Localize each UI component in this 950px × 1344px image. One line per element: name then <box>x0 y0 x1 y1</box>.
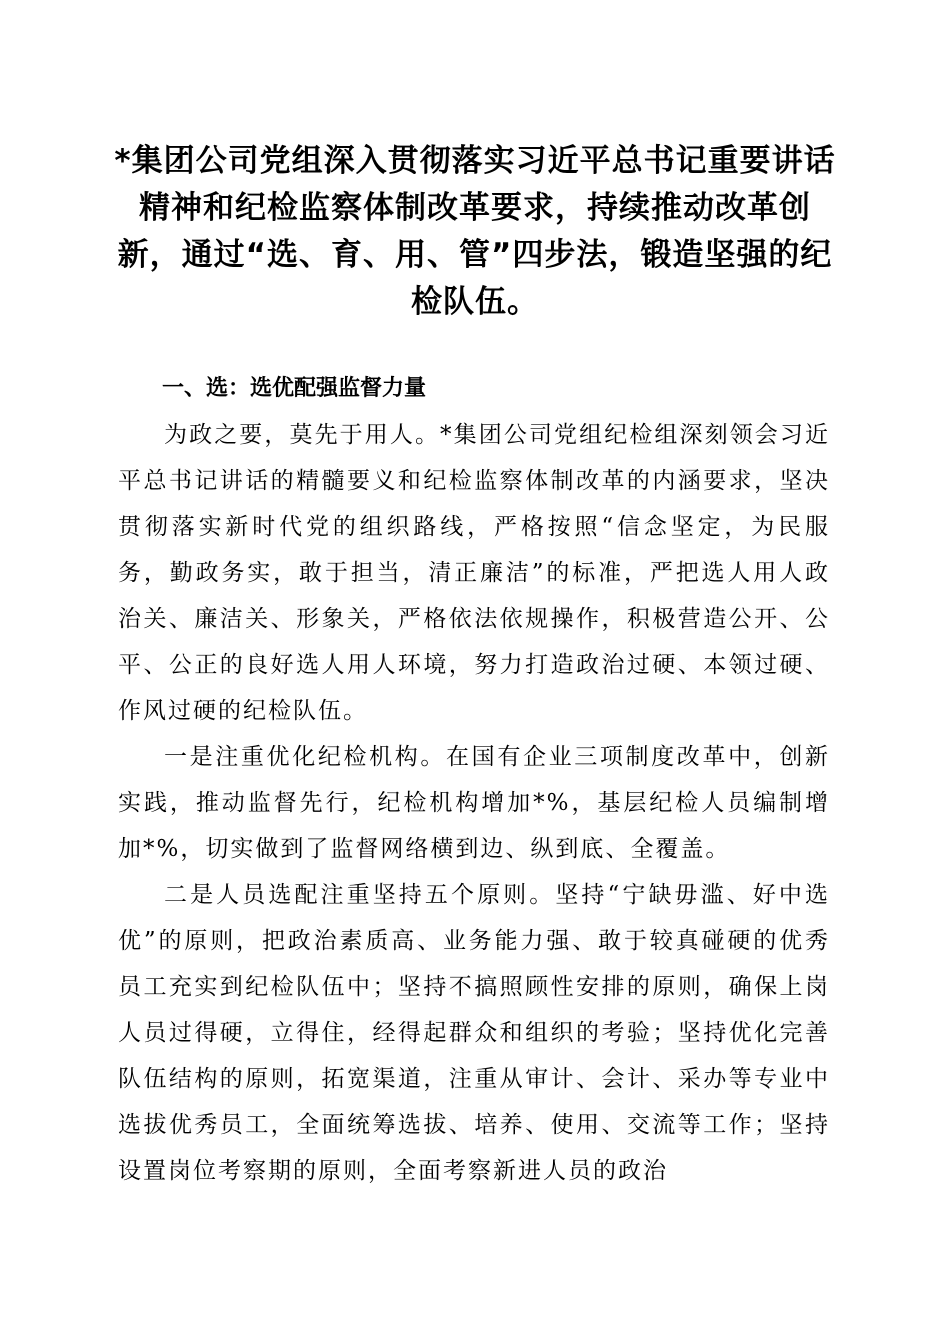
intro-paragraph: 为政之要，莫先于用人。*集团公司党组纪检组深刻领会习近平总书记讲话的精髓要义和纪检监察体制改革的内涵要求，坚决贯彻落实新时代党的组织路线，严格按照“信念坚定，为民服务，勤政务实，敢于担当，清正廉洁”的标准，严把选人用人政治关、廉洁关、形象关，严格依法依规操作，积极营造公开、公平、公正的良好选人用人环境，努力打造政治过硬、本领过硬、作风过硬的纪检队伍。 <box>118 422 830 724</box>
point-one-lead: 一是注重优化纪检机构。 <box>164 744 447 770</box>
point-two-body: 坚持“宁缺毋滥、好中选优”的原则，把政治素质高、业务能力强、敢于较真碰硬的优秀员工充实到纪检队伍中；坚持不搞照顾性安排的原则，确保上岗人员过得硬，立得住，经得起群众和组织的考验；坚持优化完善队伍结构的原则，拓宽渠道，注重从审计、会计、采办等专业中选拔优秀员工，全面统筹选拔、培养、使用、交流等工作；坚持设置岗位考察期的原则，全面考察新进人员的政治 <box>118 882 830 1184</box>
point-two-lead: 二是人员选配注重坚持五个原则。 <box>164 882 556 908</box>
document-title: *集团公司党组深入贯彻落实习近平总书记重要讲话精神和纪检监察体制改革要求，持续推动改革创新，通过“选、育、用、管”四步法，锻造坚强的纪检队伍。 <box>114 143 836 320</box>
point-one-paragraph <box>118 734 830 872</box>
point-one-body: 在国有企业三项制度改革中，创新实践，推动监督先行，纪检机构增加*%，基层纪检人员编制增加*%，切实做到了监督网络横到边、纵到底、全覆盖。 <box>118 744 831 862</box>
section-heading: 一、选：选优配强监督力量 <box>162 376 427 401</box>
document-body <box>118 366 830 1194</box>
point-two-paragraph <box>118 872 830 1194</box>
